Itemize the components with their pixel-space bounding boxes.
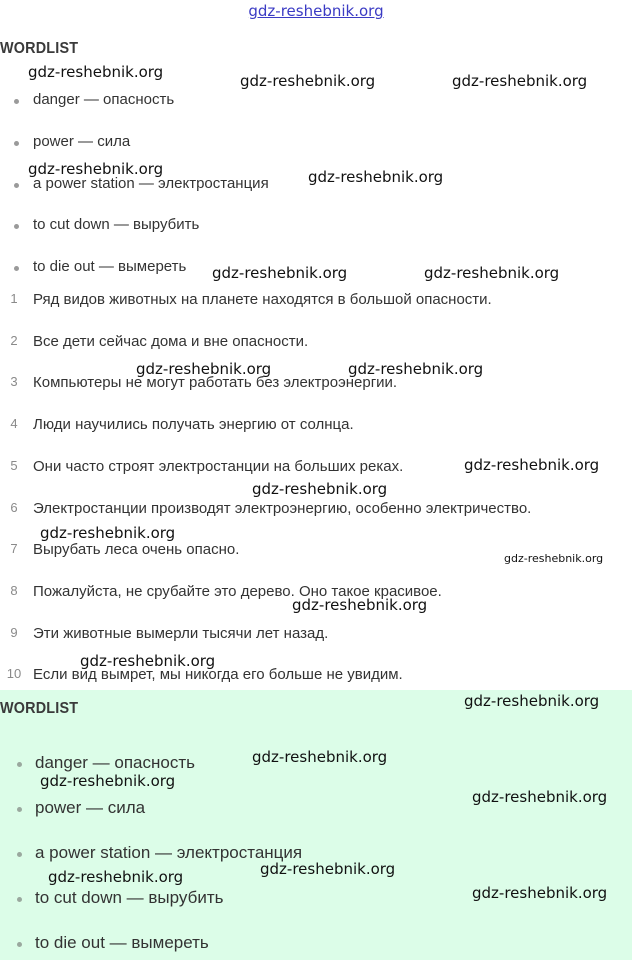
sentence-number: 6 — [10, 500, 18, 515]
watermark: gdz-reshebnik.org — [308, 168, 444, 186]
sentence-text: Если вид вымрет, мы никогда его больше не увидим. — [33, 666, 403, 683]
watermark: gdz-reshebnik.org — [28, 160, 164, 178]
watermark: gdz-reshebnik.org — [464, 456, 600, 474]
bullet-icon — [17, 762, 22, 767]
sentence-text: Все дети сейчас дома и вне опасности. — [33, 333, 309, 350]
wordlist-title: WORDLIST — [0, 40, 79, 57]
watermark: gdz-reshebnik.org — [348, 360, 484, 378]
watermark: gdz-reshebnik.org — [424, 264, 560, 282]
watermark: gdz-reshebnik.org — [48, 868, 184, 886]
bullet-icon — [14, 224, 19, 229]
sentence-number: 3 — [10, 374, 18, 389]
wordlist-title-2: WORDLIST — [0, 700, 79, 717]
sentence-text: Компьютеры не могут работать без электроэнергии. — [33, 374, 398, 391]
watermark: gdz-reshebnik.org — [260, 860, 396, 878]
word-entry: to cut down — вырубить — [35, 888, 224, 907]
sentence-text: Они часто строят электростанции на больших реках. — [33, 458, 404, 475]
sentence-number: 2 — [10, 333, 18, 348]
word-entry: power — сила — [35, 798, 146, 817]
word-entry: a power station — электростанция — [35, 843, 303, 862]
bullet-icon — [17, 897, 22, 902]
word-entry: to die out — вымереть — [33, 258, 187, 275]
watermark: gdz-reshebnik.org — [40, 772, 176, 790]
watermark: gdz-reshebnik.org — [464, 692, 600, 710]
wordlist-panel — [0, 690, 632, 960]
sentence-number: 8 — [10, 583, 18, 598]
word-entry: a power station — электростанция — [33, 175, 269, 192]
bullet-icon — [14, 266, 19, 271]
watermark: gdz-reshebnik.org — [504, 552, 604, 565]
watermark: gdz-reshebnik.org — [252, 748, 388, 766]
header-site-link[interactable]: gdz-reshebnik.org — [248, 2, 384, 20]
watermark: gdz-reshebnik.org — [472, 788, 608, 806]
watermark: gdz-reshebnik.org — [136, 360, 272, 378]
watermark: gdz-reshebnik.org — [252, 480, 388, 498]
word-entry: power — сила — [33, 133, 131, 150]
sentence-number: 1 — [10, 291, 18, 306]
bullet-icon — [17, 852, 22, 857]
word-entry: danger — опасность — [35, 753, 195, 772]
word-entry: to die out — вымереть — [35, 933, 209, 952]
sentence-text: Эти животные вымерли тысячи лет назад. — [33, 625, 329, 642]
sentence-number: 9 — [10, 625, 18, 640]
watermark: gdz-reshebnik.org — [292, 596, 428, 614]
watermark: gdz-reshebnik.org — [452, 72, 588, 90]
word-entry: to cut down — вырубить — [33, 216, 200, 233]
bullet-icon — [14, 141, 19, 146]
bullet-icon — [17, 942, 22, 947]
sentence-text: Люди научились получать энергию от солнца. — [33, 416, 354, 433]
watermark: gdz-reshebnik.org — [80, 652, 216, 670]
bullet-icon — [17, 807, 22, 812]
sentence-text: Пожалуйста, не срубайте это дерево. Оно такое красивое. — [33, 583, 442, 600]
watermark: gdz-reshebnik.org — [28, 63, 164, 81]
watermark: gdz-reshebnik.org — [240, 72, 376, 90]
watermark: gdz-reshebnik.org — [472, 884, 608, 902]
bullet-icon — [14, 99, 19, 104]
sentence-text: Ряд видов животных на планете находятся в большой опасности. — [33, 291, 492, 308]
watermark: gdz-reshebnik.org — [40, 524, 176, 542]
word-entry: danger — опасность — [33, 91, 175, 108]
watermark: gdz-reshebnik.org — [212, 264, 348, 282]
sentence-text: Вырубать леса очень опасно. — [33, 541, 240, 558]
sentence-number: 5 — [10, 458, 18, 473]
sentence-number: 4 — [10, 416, 18, 431]
bullet-icon — [14, 183, 19, 188]
sentence-text: Электростанции производят электроэнергию, особенно электричество. — [33, 500, 532, 517]
sentence-number: 10 — [6, 666, 22, 681]
sentence-number: 7 — [10, 541, 18, 556]
